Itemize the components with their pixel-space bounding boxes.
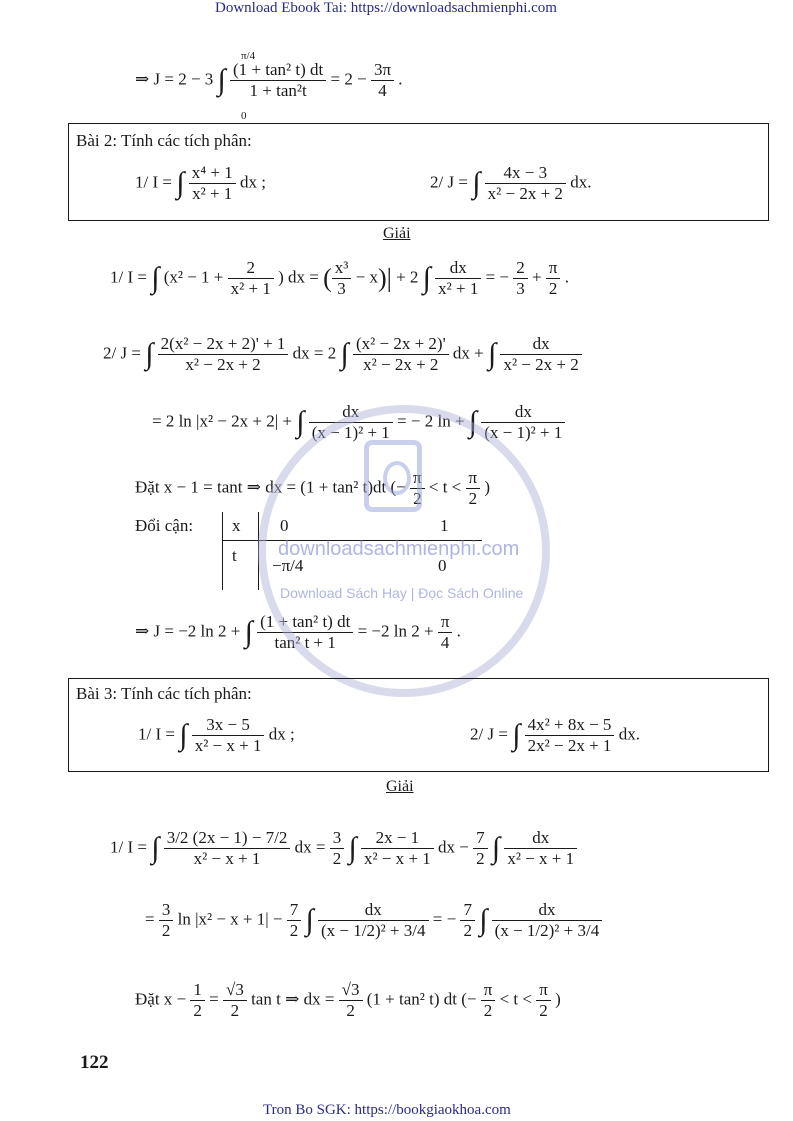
integral-sign: ∫ [217, 63, 226, 97]
top-denominator: 1 + tan²t [249, 81, 307, 100]
exercise-3-part2 [470, 715, 640, 756]
table-t1: 0 [438, 556, 447, 575]
sol2-fin-b: = −2 ln 2 + [357, 621, 434, 641]
ex2-p1-den: x² + 1 [192, 184, 233, 203]
sol3-sub-l: ) [555, 989, 561, 1009]
sol3-sub-g: (1 + tan² t) dt [366, 989, 457, 1009]
frac-den: 2 [193, 1001, 202, 1020]
sol2-l1-frac3 [435, 258, 481, 299]
sol3-l1-frac2 [330, 828, 345, 869]
sol2-l2-c: dx + [452, 343, 484, 363]
sol3-l1-d: dx − [438, 837, 469, 857]
sol2-l3-d: = − 2 ln + [397, 411, 465, 431]
frac-num: dx [435, 258, 481, 279]
sol3-l2-frac4 [460, 900, 475, 941]
frac-num: 2 [513, 258, 528, 279]
integral-sign: ∫ [244, 615, 253, 649]
footer-sgk-link[interactable]: Tron Bo SGK: https://bookgiaokhoa.com [263, 1102, 511, 1118]
sol3-line2 [145, 900, 602, 941]
frac-num: π [466, 468, 481, 489]
frac-num: √3 [223, 980, 247, 1001]
sol2-l3-b: + [282, 411, 292, 431]
change-limits-label: Đổi cận: [135, 516, 194, 535]
sol2-l3-frac2 [481, 402, 565, 443]
frac-den: x² + 1 [438, 279, 479, 298]
sol2-l1-label: 1/ I = [110, 267, 147, 287]
page-number: 122 [80, 1052, 109, 1073]
frac-den: x² − 2x + 2 [363, 355, 439, 374]
sol2-l1-frac5 [546, 258, 561, 299]
ex2-p1-fraction [189, 163, 236, 204]
sol2-l3-frac1 [309, 402, 393, 443]
frac-den: (x − 1)² + 1 [311, 423, 390, 442]
integral-sign: ∫ [296, 405, 305, 439]
frac-num: π [410, 468, 425, 489]
table-t0: −π/4 [272, 556, 304, 575]
frac-num: 4x² + 8x − 5 [525, 715, 615, 736]
frac-num: x³ [332, 258, 352, 279]
ex2-p1-tail: dx ; [239, 172, 266, 192]
solution-heading-1: Giải [383, 225, 411, 242]
frac-den: 2 [463, 921, 472, 940]
top-result-den: 4 [378, 81, 387, 100]
exercise-2-part2 [430, 163, 591, 204]
sol3-l1-frac1 [164, 828, 291, 869]
frac-den: x² − x + 1 [507, 849, 575, 868]
frac-den: x² − 2x + 2 [185, 355, 261, 374]
frac-den: (x − 1/2)² + 3/4 [320, 921, 426, 940]
frac-den: 3 [516, 279, 525, 298]
ex2-p2-fraction [485, 163, 566, 204]
frac-num: 1 [190, 980, 205, 1001]
book-icon [364, 440, 422, 512]
frac-den: 4 [440, 633, 450, 652]
table-left-line [222, 512, 223, 590]
sol2-l2-frac3 [500, 334, 581, 375]
frac-den: x² − x + 1 [193, 849, 261, 868]
sol2-sub-text: Đặt x − 1 = tant ⇒ dx = (1 + tan² t)dt [135, 477, 387, 497]
sol2-sub-frac2 [466, 468, 481, 509]
top-tail: . [398, 69, 403, 89]
sol2-l1-h: + [532, 267, 542, 287]
sol3-sub-h: (− [461, 989, 477, 1009]
integral-sign: ∫ [176, 166, 185, 200]
sol3-sub-c: = [209, 989, 219, 1009]
frac-num: π [481, 980, 496, 1001]
exercise-3-part1 [138, 715, 295, 756]
sol2-l1-a: (x² − 1 + [163, 267, 224, 287]
frac-den: 3 [337, 279, 346, 298]
sol2-l1-frac2 [332, 258, 352, 299]
sol3-sub-frac2 [223, 980, 247, 1021]
frac-den: 2x² − 2x + 1 [527, 736, 612, 755]
integral-sign: ∫ [468, 405, 478, 439]
sol3-l2-frac5 [492, 900, 603, 941]
sol2-fin-frac [257, 612, 353, 653]
table-x-header: x [232, 516, 241, 535]
sol2-sub-c: < t < [428, 477, 462, 497]
sol2-l1-d: + 2 [396, 267, 419, 287]
sol2-l1-b: ) dx = [278, 267, 319, 287]
sol2-line2 [103, 334, 582, 375]
ex2-p1-num: x⁴ + 1 [189, 163, 236, 184]
ex2-p2-den: x² − 2x + 2 [487, 184, 563, 203]
table-x0: 0 [280, 516, 289, 535]
watermark-site: downloadsachmienphi.com [278, 538, 520, 560]
exercise-3-title: Bài 3: Tính các tích phân: [76, 684, 252, 703]
sol2-l1-c: − x [355, 267, 378, 287]
integral-sign: ∫ [472, 166, 481, 200]
table-t-header: t [232, 546, 237, 565]
table-divider-line [258, 512, 259, 590]
sol2-fin-frac2 [438, 612, 453, 653]
frac-num: dx [318, 900, 429, 921]
sol2-l2-label: 2/ J = [103, 343, 141, 363]
frac-num: 3x − 5 [192, 715, 265, 736]
frac-num: 3 [159, 900, 174, 921]
ex2-p2-tail: dx. [570, 172, 592, 192]
sol3-sub-j: < t < [499, 989, 532, 1009]
sol2-l1-j: . [564, 267, 569, 287]
integral-sign: ∫ [151, 831, 160, 865]
exercise-2-part1 [135, 163, 266, 204]
sol3-l1-a: dx = [294, 837, 326, 857]
frac-num: π [546, 258, 561, 279]
top-result-num: 3π [371, 60, 394, 81]
frac-den: x² − 2x + 2 [503, 355, 579, 374]
top-mid: = 2 − [330, 69, 367, 89]
integral-sign: ∫ [491, 831, 501, 865]
sol3-l2-d: − [272, 909, 283, 929]
watermark-tagline: Download Sách Hay | Đọc Sách Online [280, 585, 524, 601]
sol2-substitution [135, 468, 490, 509]
sol2-l2-a: dx = 2 [292, 343, 337, 363]
top-upper-limit: π/4 [241, 50, 256, 62]
frac-num: dx [492, 900, 603, 921]
frac-num: π [536, 980, 551, 1001]
frac-num: √3 [339, 980, 363, 1001]
ex3-p1-tail: dx ; [268, 724, 295, 744]
sol3-l2-frac2 [287, 900, 302, 941]
frac-num: 7 [460, 900, 475, 921]
ex3-p2-tail: dx. [618, 724, 640, 744]
frac-den: 2 [230, 1001, 240, 1020]
frac-num: 3/2 (2x − 1) − 7/2 [164, 828, 291, 849]
sol3-sub-frac5 [536, 980, 551, 1021]
sol2-l1-frac4 [513, 258, 528, 299]
frac-num: 7 [287, 900, 302, 921]
sol3-sub-e: tan t ⇒ dx = [251, 989, 335, 1009]
frac-num: 3 [330, 828, 345, 849]
frac-num: dx [309, 402, 393, 423]
ex3-p2-label: 2/ J = [470, 724, 508, 744]
frac-den: x² − x + 1 [363, 849, 431, 868]
sol3-substitution [135, 980, 561, 1021]
frac-num: dx [481, 402, 565, 423]
integral-sign: ∫ [179, 718, 188, 752]
sol2-fin-a: ⇒ J = −2 ln 2 + [135, 621, 241, 641]
frac-num: dx [504, 828, 577, 849]
integral-sign: ∫ [487, 337, 497, 371]
sol2-fin-d: . [456, 621, 461, 641]
sol2-final [135, 612, 461, 653]
exercise-2-title: Bài 2: Tính các tích phân: [76, 131, 252, 150]
frac-num: (1 + tan² t) dt [257, 612, 353, 633]
frac-num: 7 [473, 828, 488, 849]
sol2-l1-frac1 [228, 258, 274, 299]
frac-num: (x² − 2x + 2)' [353, 334, 449, 355]
frac-num: 2(x² − 2x + 2)' + 1 [158, 334, 289, 355]
frac-den: 2 [539, 1001, 548, 1020]
top-fraction [230, 60, 326, 101]
frac-den: (x − 1/2)² + 3/4 [494, 921, 600, 940]
sol2-sub-e: ) [484, 477, 491, 497]
sol2-line1: 1/ I = ∫ (x² − 1 + $\frac{2}{\text{x² + 1}}$ ) dx = ( $\frac{\text{x³}}{3}$ − x)| + 2 ∫ $\frac{dx}{\text{x² + 1}}$ = − $\frac{2}{3}$ + $\frac{\pi}{2}$ . [110, 258, 569, 298]
frac-den: 2 [476, 849, 485, 868]
sol3-l2-c: ln |x² − x + 1| [177, 909, 269, 929]
frac-num: dx [500, 334, 581, 355]
table-x1: 1 [440, 516, 449, 535]
top-lower-limit: 0 [241, 110, 247, 122]
frac-den: 2 [413, 489, 422, 508]
frac-den: 2 [548, 279, 558, 298]
top-result-fraction [371, 60, 394, 101]
integral-sign: ∫ [479, 903, 488, 937]
sol3-l1-frac3 [361, 828, 434, 869]
ex3-p1-label: 1/ I = [138, 724, 175, 744]
frac-den: 2 [332, 849, 342, 868]
integral-sign: ∫ [348, 831, 357, 865]
top-equation [135, 60, 403, 101]
integral-sign: ∫ [145, 337, 154, 371]
frac-den: x² + 1 [230, 279, 271, 298]
sol3-sub-frac1 [190, 980, 205, 1021]
frac-den: (x − 1)² + 1 [484, 423, 563, 442]
sol3-l2-g: = − [432, 909, 457, 929]
sol3-l2-frac3 [318, 900, 429, 941]
solution-heading-2: Giải [386, 778, 414, 795]
frac-num: 2x − 1 [361, 828, 434, 849]
sol3-sub-frac3 [339, 980, 363, 1021]
frac-num: π [438, 612, 453, 633]
frac-num: 2 [228, 258, 274, 279]
integral-sign: ∫ [340, 337, 349, 371]
sol2-l2-frac1 [158, 334, 289, 375]
sol2-l2-frac2 [353, 334, 449, 375]
frac-den: tan² t + 1 [274, 633, 336, 652]
frac-den: 2 [346, 1001, 355, 1020]
frac-den: 2 [161, 921, 171, 940]
integral-sign: ∫ [512, 718, 521, 752]
sol3-line1 [110, 828, 577, 869]
frac-den: 2 [468, 489, 478, 508]
frac-den: x² − x + 1 [194, 736, 262, 755]
integral-sign: ∫ [422, 261, 431, 295]
frac-den: 2 [289, 921, 299, 940]
sol3-l1-label: 1/ I = [110, 837, 147, 857]
ex2-p2-label: 2/ J = [430, 172, 468, 192]
header-download-link[interactable]: Download Ebook Tai: https://downloadsachmienphi.com [215, 0, 557, 16]
integral-sign: ∫ [151, 261, 160, 295]
integral-sign: ∫ [305, 903, 314, 937]
top-numerator: (1 + tan² t) dt [230, 60, 326, 81]
sol3-l1-frac5 [504, 828, 577, 869]
ex3-p2-fraction [525, 715, 615, 756]
ex3-p1-fraction [192, 715, 265, 756]
frac-den: 2 [483, 1001, 493, 1020]
top-lhs: ⇒ J = 2 − 3 [135, 69, 214, 89]
sol3-l1-frac4 [473, 828, 488, 869]
ex2-p2-num: 4x − 3 [485, 163, 566, 184]
ex2-p1-label: 1/ I = [135, 172, 172, 192]
sol2-l1-f: = − [485, 267, 510, 287]
sol3-sub-frac4 [481, 980, 496, 1021]
sol2-line3 [152, 402, 565, 443]
sol2-sub-a: (− [390, 477, 406, 497]
sol3-l2-a: = [145, 909, 155, 929]
sol3-sub-a: Đặt x − [135, 989, 187, 1009]
sol3-l2-frac1 [159, 900, 174, 941]
sol2-l3-a: = 2 ln |x² − 2x + 2| [152, 411, 279, 431]
